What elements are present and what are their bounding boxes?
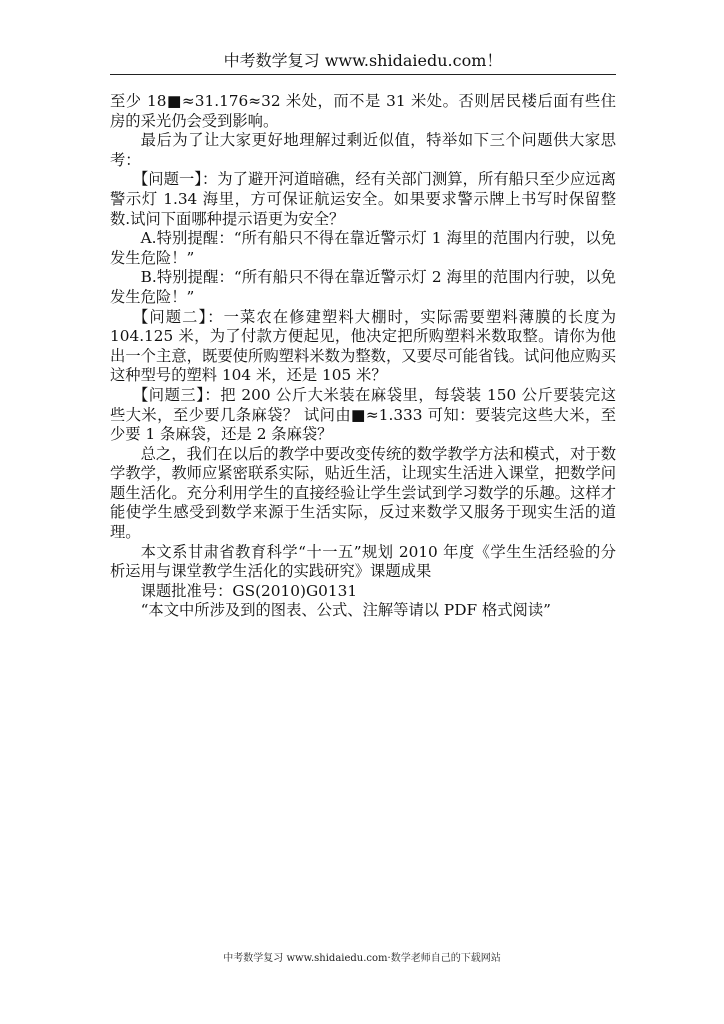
- page-footer: 中考数学复习 www.shidaiedu.com·数学老师自己的下载网站: [223, 953, 501, 964]
- paragraph-project-note: 本文系甘肃省教育科学“十一五”规划 2010 年度《学生生活经验的分析运用与课堂教学生活化的实践研究》课题成果: [110, 542, 616, 581]
- paragraph-question-1: 【问题一】：为了避开河道暗礁，经有关部门测算，所有船只至少应远离警示灯 1.34 海里，方可保证航运安全。如果要求警示牌上书写时保留整数.试问下面哪种提示语更为安全？: [110, 170, 616, 228]
- paragraph-continuation: 至少 18■≈31.176≈32 米处，而不是 31 米处。否则居民楼后面有些住房的采光仍会受到影响。: [110, 92, 616, 130]
- paragraph-intro-questions: 最后为了让大家更好地理解过剩近似值，特举如下三个问题供大家思考：: [110, 131, 616, 169]
- paragraph-pdf-note: “本文中所涉及到的图表、公式、注解等请以 PDF 格式阅读”: [140, 601, 551, 620]
- paragraph-conclusion: 总之，我们在以后的教学中要改变传统的数学教学方法和模式，对于数学教学，教师应紧密联系实际，贴近生活，让现实生活进入课堂，把数学问题生活化。充分利用学生的直接经验让学生尝试到学习数学的乐趣。这样才能使学生感受到数学来源于生活实际，反过来数学又服务于现实生活的道理。: [110, 444, 616, 542]
- paragraph-approval-number: 课题批准号：GS(2010)G0131: [140, 581, 358, 600]
- paragraph-question-2: 【问题二】：一菜农在修建塑料大棚时，实际需要塑料薄膜的长度为 104.125 米，为了付款方便起见，他决定把所购塑料米数取整。请你为他出一个主意，既要使所购塑料米数为整数，又要尽可能省钱。试问他应购买这种型号的塑料 104 米，还是 105 米？: [110, 307, 616, 385]
- paragraph-option-b: B.特别提醒：“所有船只不得在靠近警示灯 2 海里的范围内行驶，以免发生危险！”: [110, 268, 616, 306]
- paragraph-option-a: A.特别提醒：“所有船只不得在靠近警示灯 1 海里的范围内行驶，以免发生危险！”: [110, 229, 616, 267]
- page-header: 中考数学复习 www.shidaiedu.com！: [223, 51, 503, 70]
- document-body: [110, 92, 616, 621]
- paragraph-question-3: 【问题三】：把 200 公斤大米装在麻袋里，每袋装 150 公斤要装完这些大米，至少要几条麻袋？ 试问由■≈1.333 可知：要装完这些大米，至少要 1 条麻袋，还是 2 条麻袋？: [110, 385, 616, 444]
- header-divider: [110, 74, 616, 75]
